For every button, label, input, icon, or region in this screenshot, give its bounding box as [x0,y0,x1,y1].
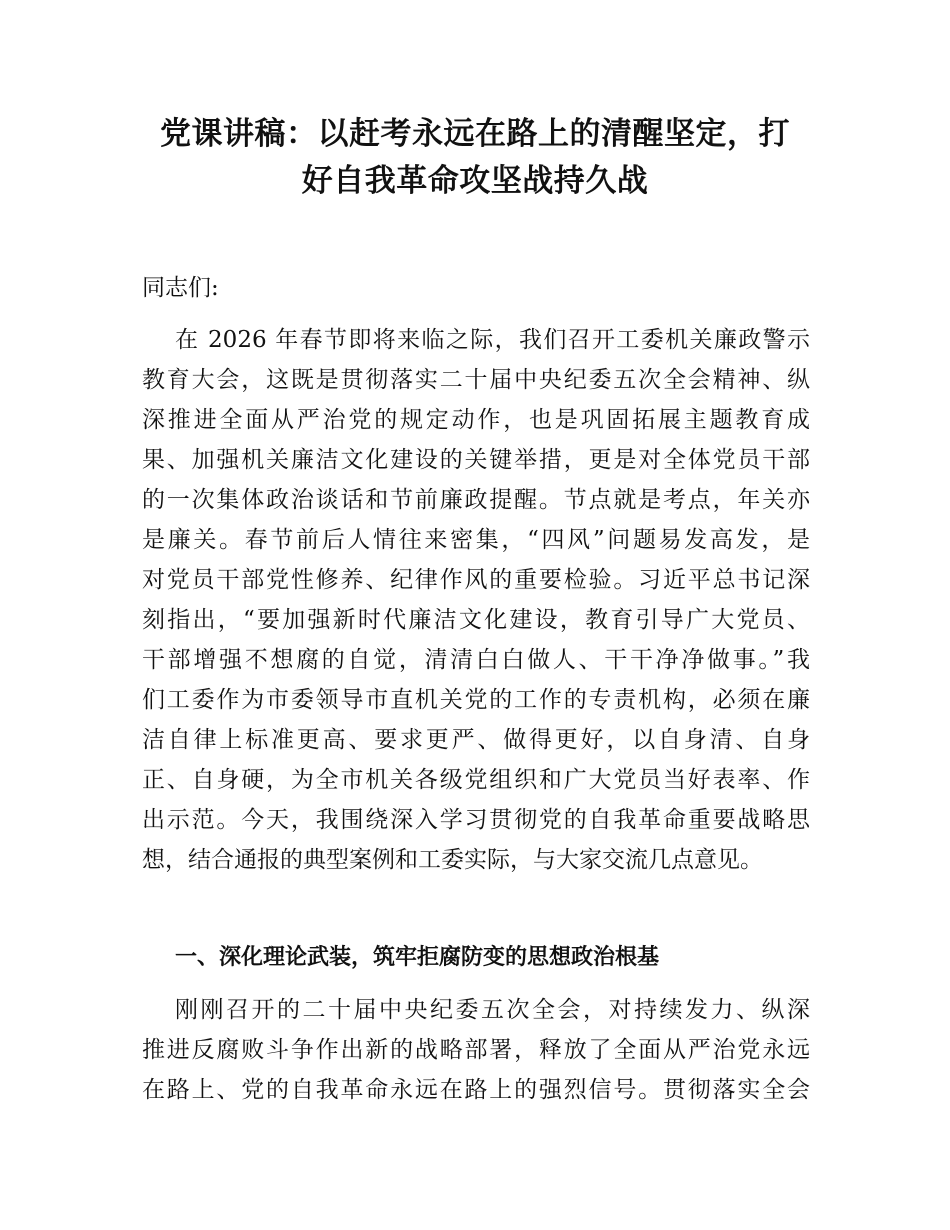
paragraph-line: 出示范。今天，我围绕深入学习贯彻党的自我革命重要战略思 [142,807,810,833]
paragraph-1 [142,320,810,880]
paragraph-line: 是廉关。春节前后人情往来密集，“四风”问题易发高发，是 [142,527,810,553]
paragraph-line: 们工委作为市委领导市直机关党的工作的专责机构，必须在廉 [142,687,810,713]
paragraph-line: 洁自律上标准更高、要求更严、做得更好，以自身清、自身 [142,727,810,753]
paragraph-line: 深推进全面从严治党的规定动作，也是巩固拓展主题教育成 [142,407,810,433]
paragraph-line: 干部增强不想腐的自觉，清清白白做人、干干净净做事。”我 [142,647,810,673]
paragraph-line: 果、加强机关廉洁文化建设的关键举措，更是对全体党员干部 [142,447,810,473]
section-heading-1: 一、深化理论武装，筑牢拒腐防变的思想政治根基 [175,945,660,970]
paragraph-line: 对党员干部党性修养、纪律作风的重要检验。习近平总书记深 [142,567,810,593]
paragraph-line: 教育大会，这既是贯彻落实二十届中央纪委五次全会精神、纵 [142,367,810,393]
paragraph-line: 推进反腐败斗争作出新的战略部署，释放了全面从严治党永远 [142,1037,810,1063]
paragraph-line: 的一次集体政治谈话和节前廉政提醒。节点就是考点，年关亦 [142,487,810,513]
title-line-2: 好自我革命攻坚战持久战 [301,163,649,199]
paragraph-line: 想，结合通报的典型案例和工委实际，与大家交流几点意见。 [142,847,763,873]
paragraph-line: 刚刚召开的二十届中央纪委五次全会，对持续发力、纵深 [175,997,810,1023]
paragraph-2 [142,990,810,1110]
paragraph-line: 在 2026 年春节即将来临之际，我们召开工委机关廉政警示 [175,327,810,353]
paragraph-line: 刻指出，“要加强新时代廉洁文化建设，教育引导广大党员、 [142,607,810,633]
paragraph-line: 正、自身硬，为全市机关各级党组织和广大党员当好表率、作 [142,767,810,793]
title-line-1: 党课讲稿：以赶考永远在路上的清醒坚定，打 [160,116,790,152]
salutation: 同志们: [142,275,219,301]
paragraph-line: 在路上、党的自我革命永远在路上的强烈信号。贯彻落实全会 [142,1077,810,1103]
document-title [120,111,830,205]
